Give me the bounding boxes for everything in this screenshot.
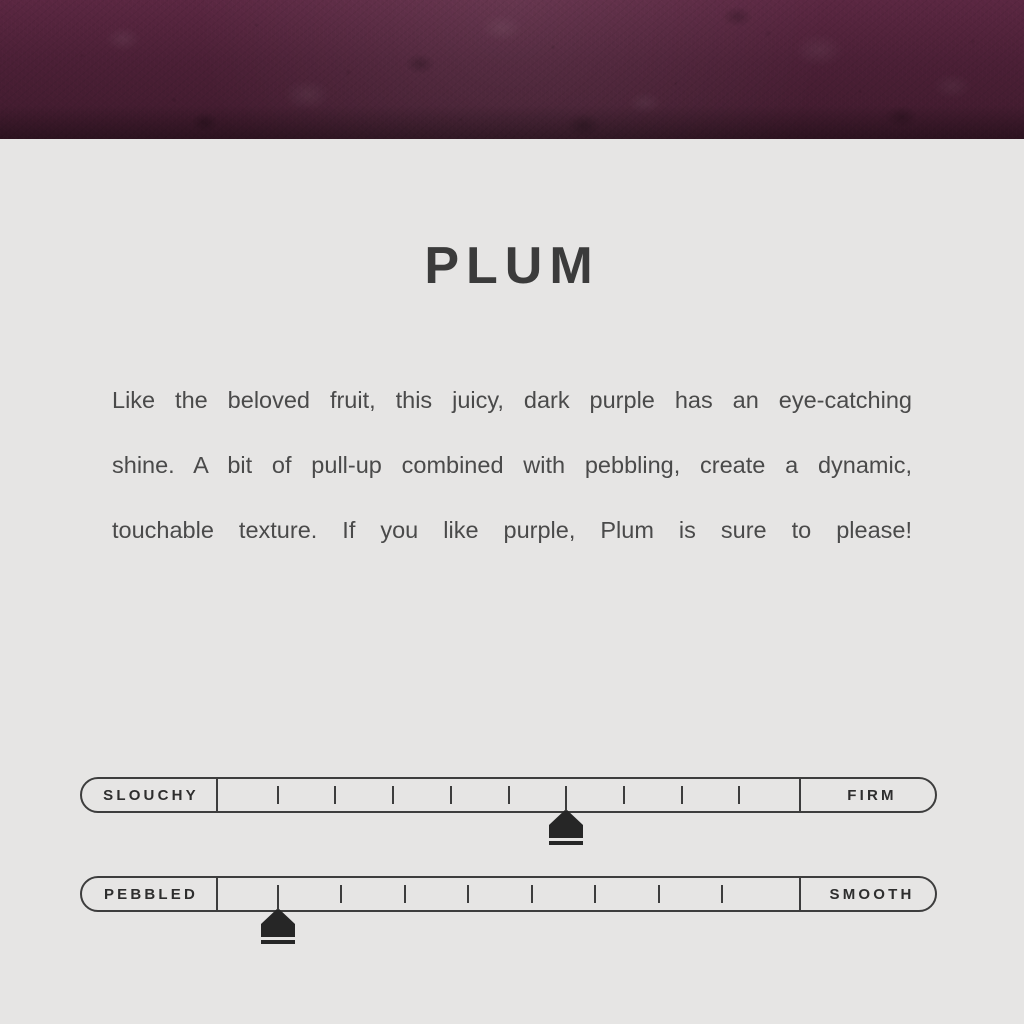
slider-right-label: SMOOTH	[799, 876, 937, 912]
slider-tick	[508, 786, 510, 804]
slider-tick	[450, 786, 452, 804]
slider-ticks	[220, 876, 797, 912]
slider-tick	[531, 885, 533, 903]
slider-handle[interactable]	[261, 908, 295, 944]
handle-stem-icon	[277, 888, 279, 910]
leather-swatch-image	[0, 0, 1024, 139]
slider-tick	[623, 786, 625, 804]
handle-foot	[261, 940, 295, 944]
handle-foot	[549, 841, 583, 845]
slider-tick	[340, 885, 342, 903]
firmness-slider[interactable]	[80, 777, 937, 813]
handle-stem-icon	[565, 789, 567, 811]
slider-tick	[658, 885, 660, 903]
texture-slider[interactable]	[80, 876, 937, 912]
slider-left-label: PEBBLED	[80, 876, 218, 912]
handle-body	[261, 924, 295, 937]
slider-left-label: SLOUCHY	[80, 777, 218, 813]
slider-tick	[334, 786, 336, 804]
slider-tick	[392, 786, 394, 804]
page-title: PLUM	[424, 237, 600, 295]
color-description	[112, 368, 912, 563]
swatch-bottom-shadow	[0, 105, 1024, 139]
slider-tick	[277, 786, 279, 804]
slider-tick	[467, 885, 469, 903]
slider-ticks	[220, 777, 797, 813]
slider-handle[interactable]	[549, 809, 583, 845]
slider-right-label: FIRM	[799, 777, 937, 813]
description-line: shine. A bit of pull-up combined with pebbling, create a dynamic,	[112, 452, 912, 478]
slider-tick	[594, 885, 596, 903]
handle-arrow-icon	[261, 908, 295, 924]
slider-tick	[404, 885, 406, 903]
handle-arrow-icon	[549, 809, 583, 825]
description-line: touchable texture. If you like purple, Plum is sure to please!	[112, 517, 912, 543]
handle-body	[549, 825, 583, 838]
description-line: Like the beloved fruit, this juicy, dark purple has an eye-catching	[112, 387, 912, 413]
slider-tick	[721, 885, 723, 903]
slider-tick	[738, 786, 740, 804]
slider-tick	[681, 786, 683, 804]
